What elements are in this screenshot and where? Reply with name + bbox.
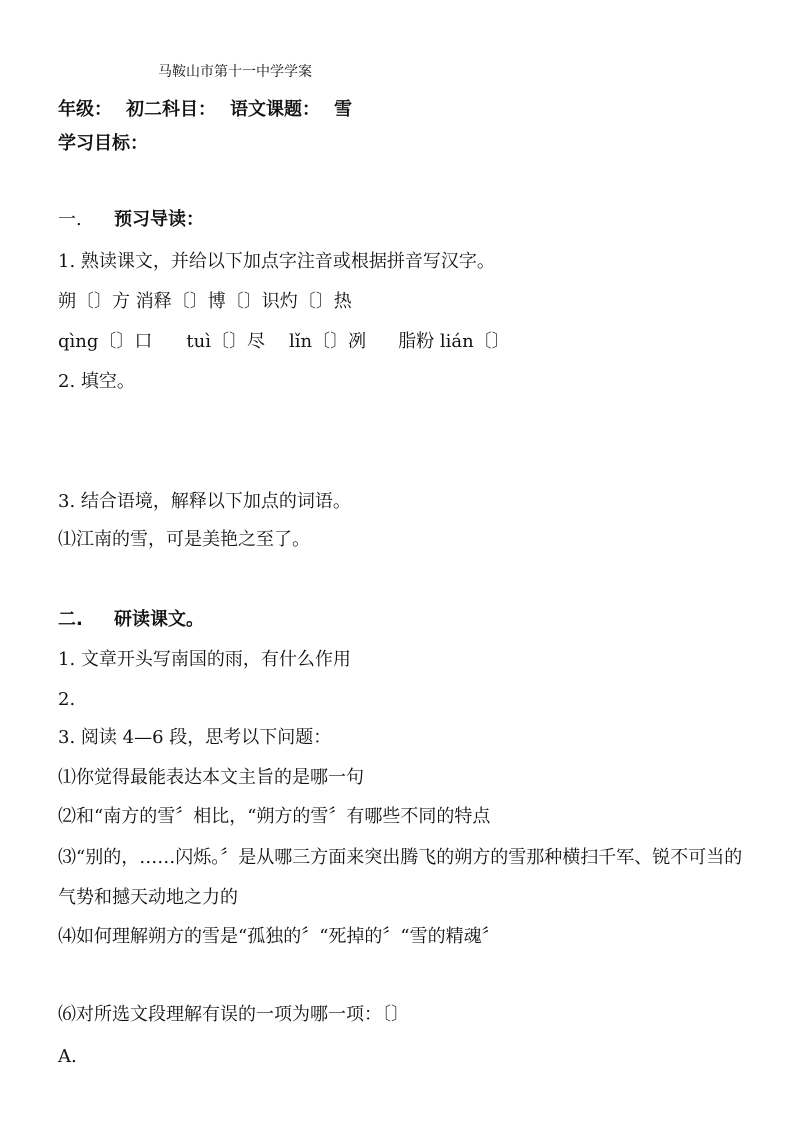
subject-label: 科目：: [162, 99, 216, 120]
s2-question-3: 3. 阅读 4—6 段，思考以下问题：: [58, 727, 332, 748]
subject-value: 语文: [230, 99, 266, 120]
school-header: 马鞍山市第十一中学学案: [158, 64, 312, 80]
s1-question-3-item-1: ⑴江南的雪，可是美艳之至了。: [58, 529, 310, 550]
topic-value: 雪: [334, 99, 352, 120]
pinyin-item: qìng〔〕口: [58, 331, 153, 352]
course-meta-line: [58, 98, 352, 122]
s1-question-1: 1. 熟读课文，并给以下加点字注音或根据拼音写汉字。: [58, 251, 495, 272]
s2-question-2: 2.: [58, 689, 76, 710]
pinyin-item: 脂粉 lián〔〕: [398, 331, 510, 352]
section-1-number: 一.: [58, 209, 82, 230]
s1-question-2: 2. 填空。: [58, 371, 135, 392]
s2-question-3-item-2: ⑵和“南方的雪〞相比，“朔方的雪〞有哪些不同的特点: [58, 806, 491, 827]
pinyin-row-1: 朔〔〕方 消释〔〕博〔〕识灼〔〕热: [58, 291, 352, 312]
s2-question-3-item-3: ⑶“别的，……闪烁。〞是从哪三方面来突出腾飞的朔方的雪那种横扫千军、锐不可当的气势和撼天动地之力的: [58, 847, 743, 908]
topic-label: 课题：: [266, 99, 320, 120]
s1-question-3: 3. 结合语境，解释以下加点的词语。: [58, 491, 351, 512]
s2-question-3-item-4: ⑷如何理解朔方的雪是“孤独的〞“死掉的〞“雪的精魂〞: [58, 926, 500, 947]
option-a: A.: [58, 1046, 77, 1067]
grade-label: 年级：: [58, 99, 112, 120]
section-2-heading: [58, 608, 204, 632]
pinyin-row-2: [58, 330, 510, 354]
s2-question-6: ⑹对所选文段理解有误的一项为哪一项：〔〕: [58, 1004, 409, 1025]
pinyin-item: tuì〔〕尽: [186, 331, 265, 352]
section-1-heading: [58, 208, 204, 232]
section-1-title: 预习导读：: [114, 209, 204, 230]
s2-question-1: 1. 文章开头写南国的雨，有什么作用: [58, 649, 351, 670]
section-2-title: 研读课文。: [114, 609, 204, 630]
s2-question-3-item-1: ⑴你觉得最能表达本文主旨的是哪一句: [58, 767, 364, 788]
section-2-number: 二.: [58, 609, 83, 630]
objectives-label: 学习目标：: [58, 133, 148, 154]
pinyin-item: lǐn〔〕冽: [289, 331, 367, 352]
grade-value: 初二: [126, 99, 162, 120]
